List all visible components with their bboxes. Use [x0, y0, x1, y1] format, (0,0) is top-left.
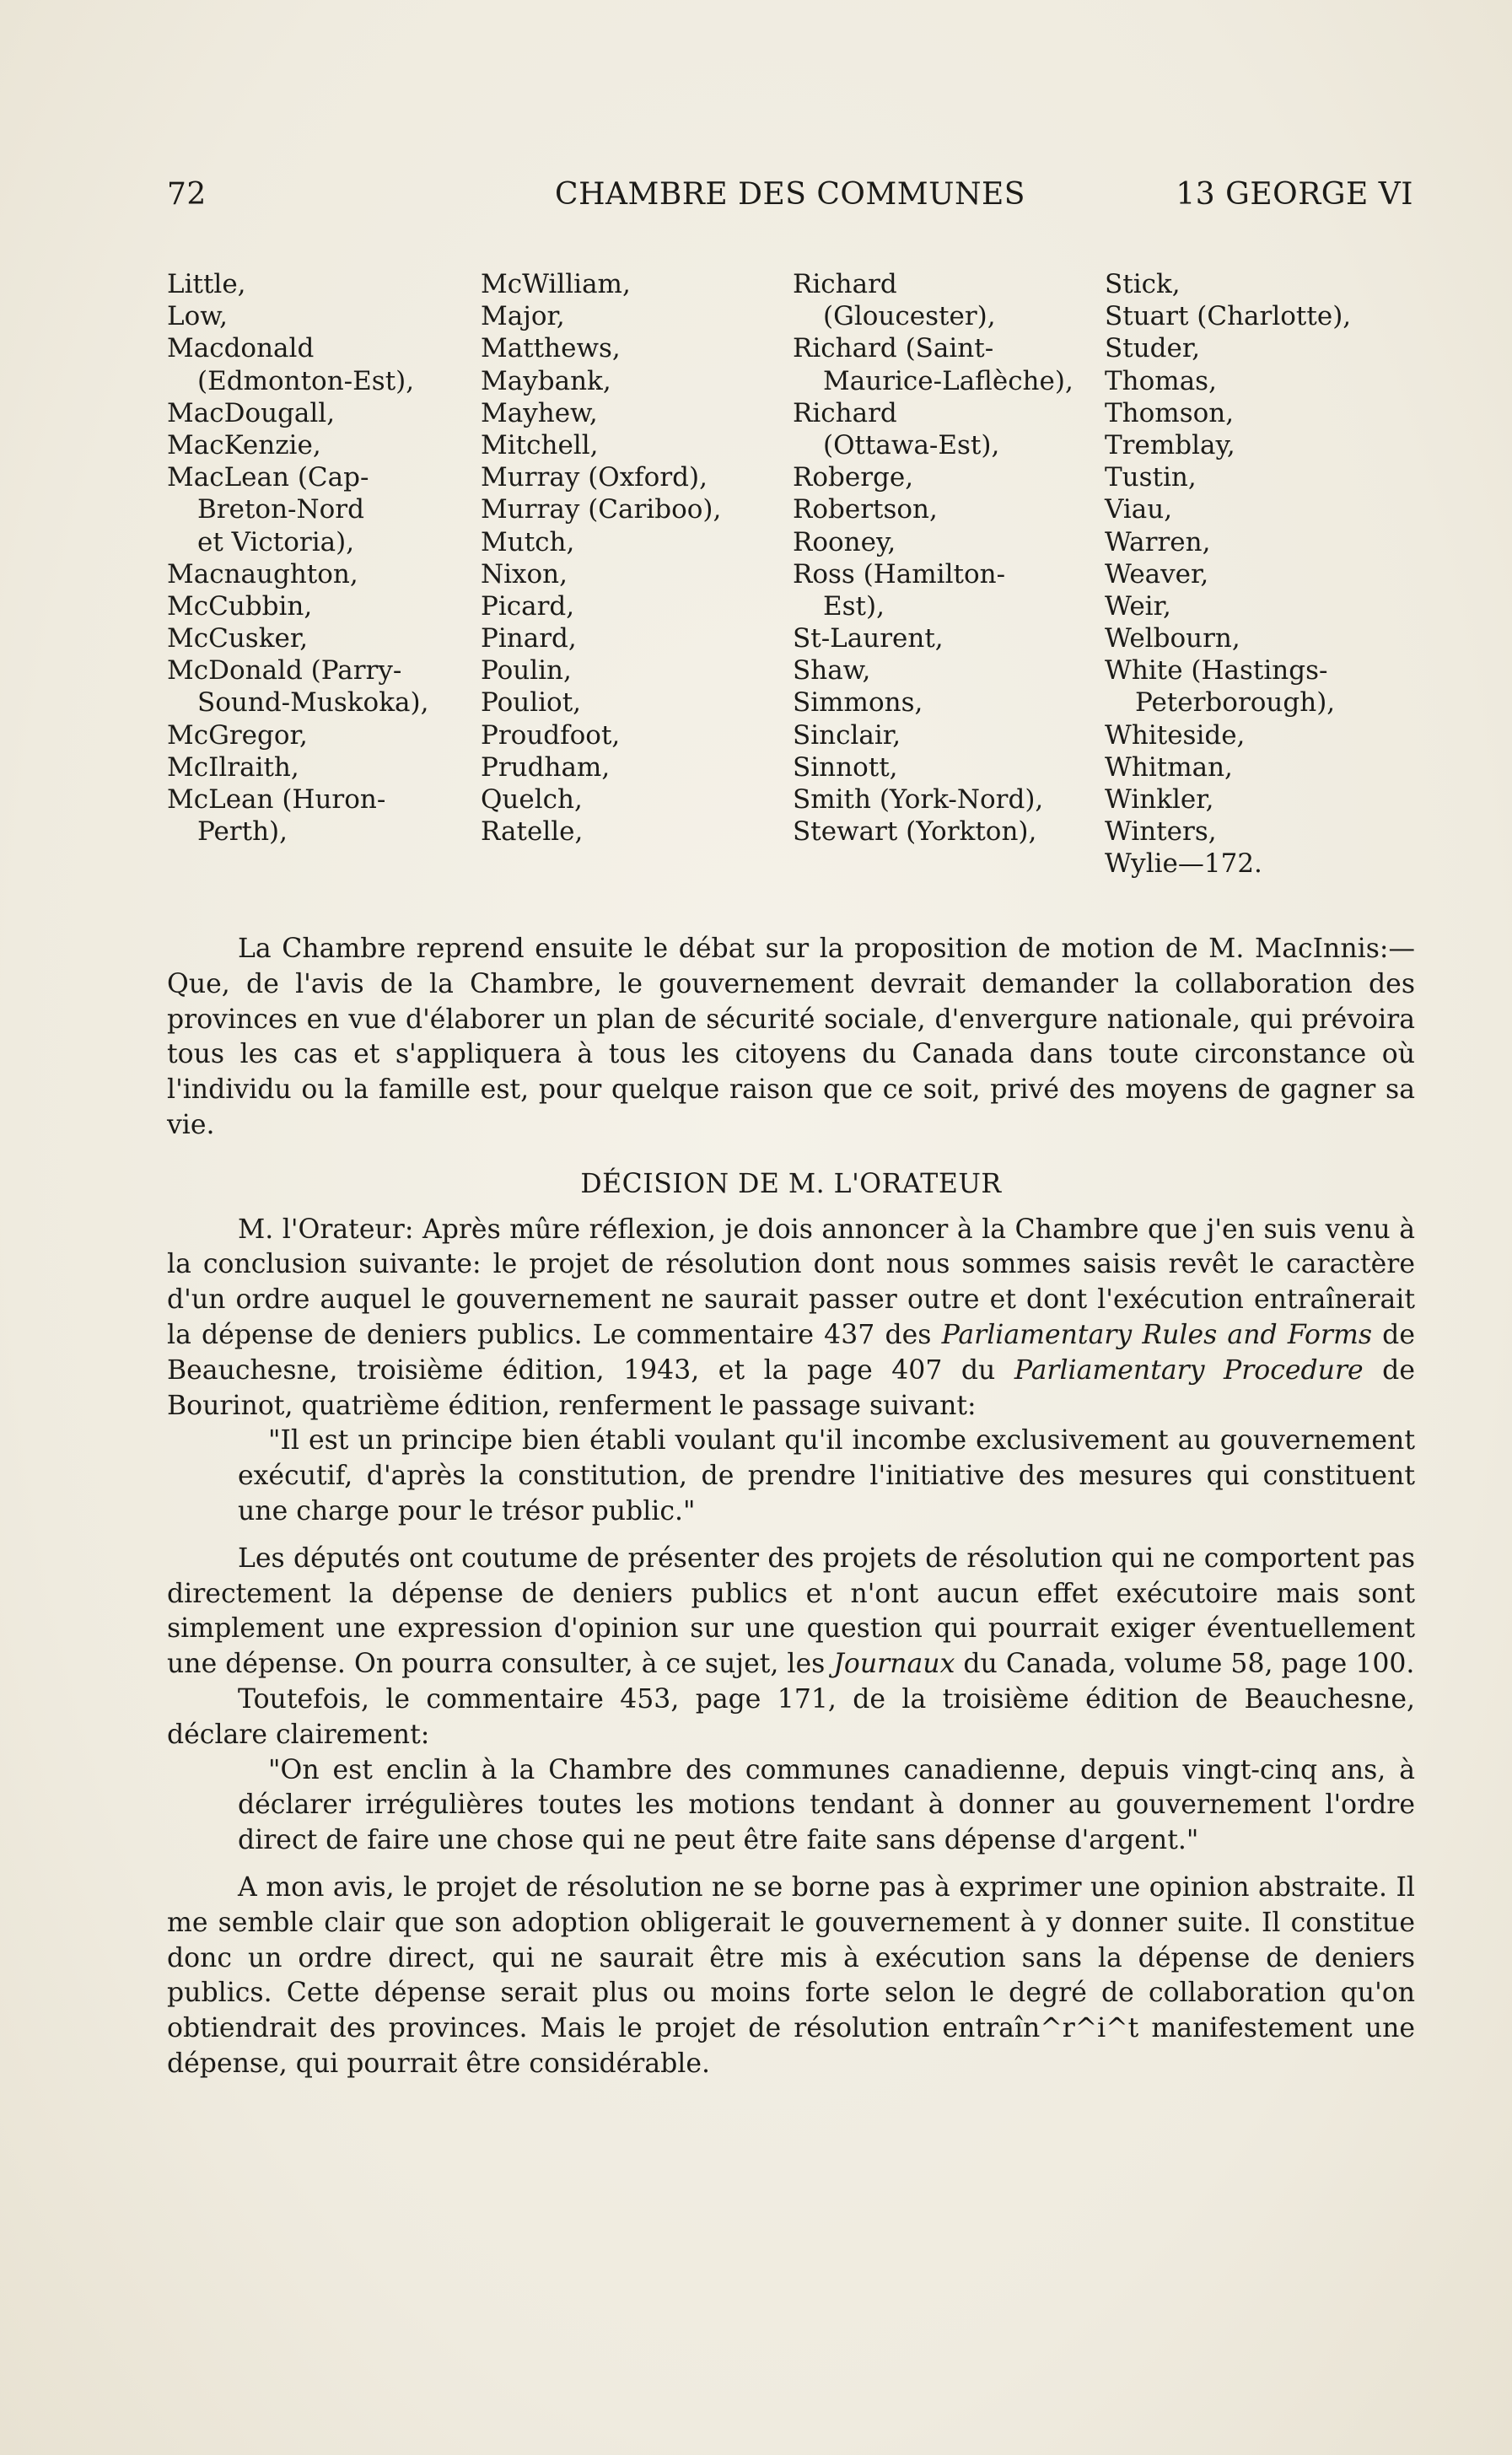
name-entry: MacLean (Cap- — [167, 462, 369, 493]
paragraph-conclusion: A mon avis, le projet de résolution ne se borne pas à exprimer une opinion abstraite. Il me semble clair que son adoption obligerait le gouvernement à y donner suite. Il constitue donc un ordre direct, qui ne saurait être mis à exécution sans la dépense de deniers publics. Cette dépense serait plus ou moins forte selon le degré de collaboration qu'on obtiendrait des provinces. Mais le projet de résolution entraîn^r^i^t manifestement une dépense, qui pourrait être considérable. — [167, 1871, 1415, 2079]
page-title: CHAMBRE DES COMMUNES — [555, 177, 1025, 212]
name-entry: Stuart (Charlotte), — [1105, 301, 1352, 332]
names-column-4 — [1105, 268, 1351, 880]
name-entry: Macdonald — [167, 333, 315, 364]
name-entry: MacDougall, — [167, 397, 336, 428]
name-entry: St-Laurent, — [793, 623, 944, 654]
name-entry: McWilliam, — [481, 269, 631, 299]
name-entry: Prudham, — [481, 751, 611, 783]
name-entry: Quelch, — [481, 784, 583, 815]
name-entry: Sinnott, — [793, 751, 898, 783]
paragraph-ruling-text-a: M. l'Orateur: Après mûre réflexion, je dois annoncer à la Chambre que j'en suis venu à la conclusion suivante: le projet de résolution dont nous sommes saisis revêt le caractère d'un ordre auquel le gouvernement ne saurait passer outre et dont l'exécution entraînerait la dépense de deniers publics. Le commentaire 437 des — [167, 1214, 1415, 1350]
name-entry: Maybank, — [481, 365, 611, 396]
name-entry-total: Wylie—172. — [1105, 848, 1262, 880]
names-column-3 — [793, 268, 1073, 848]
name-entry: Tustin, — [1105, 462, 1197, 493]
section-heading: DÉCISION DE M. L'ORATEUR — [580, 1168, 1002, 1199]
name-entry: Thomas, — [1105, 365, 1217, 396]
page-header — [167, 177, 1413, 218]
name-entry: Rooney, — [793, 526, 896, 557]
name-entry: McCusker, — [167, 623, 309, 654]
name-entry: Roberge, — [793, 462, 914, 493]
name-entry: Weaver, — [1105, 558, 1209, 590]
citation-title-journaux: Journaux — [833, 1649, 955, 1680]
paragraph-however: Toutefois, le commentaire 453, page 171, de la troisième édition de Beauchesne, déclare clairement: — [167, 1683, 1415, 1750]
name-entry: Simmons, — [793, 687, 923, 719]
name-entry: Richard — [793, 269, 897, 299]
citation-title-rules-forms: Parliamentary Rules and Forms — [941, 1319, 1373, 1350]
blockquote-2 — [238, 1753, 1415, 1859]
page-number: 72 — [167, 177, 207, 212]
name-entry: Sound-Muskoka), — [197, 687, 429, 719]
names-column-1 — [167, 268, 428, 848]
name-entry: Major, — [481, 301, 565, 332]
paragraph-motion: La Chambre reprend ensuite le débat sur la proposition de motion de M. MacInnis:—Que, de l'avis de la Chambre, le gouvernement devrait demander la collaboration des provinces en vue d'élaborer un plan de sécurité sociale, d'envergure nationale, qui prévoira tous les cas et s'appliquera à tous les citoyens du Canada dans toute circonstance où l'individu ou la famille est, pour quelque raison que ce soit, privé des moyens de gagner sa vie. — [167, 934, 1415, 1140]
name-entry: Breton-Nord — [197, 494, 364, 525]
name-entry: Matthews, — [481, 333, 621, 364]
name-entry: Winters, — [1105, 816, 1217, 848]
name-entry: Welbourn, — [1105, 623, 1240, 654]
name-entry: (Gloucester), — [823, 301, 996, 332]
paragraph-ruling-text-b: de Beauchesne, troisième édition, 1943, et la page 407 du — [167, 1319, 1415, 1386]
name-entry: Picard, — [481, 590, 575, 622]
name-entry: Warren, — [1105, 526, 1211, 557]
paragraph-custom-text-b: du Canada, volume 58, page 100. — [955, 1649, 1415, 1680]
quote-text: "Il est un principe bien établi voulant qu'il incombe exclusivement au gouvernement exécutif, d'après la constitution, de prendre l'initiative des mesures qui constituent une charge pour le trésor public." — [238, 1425, 1415, 1526]
name-entry: Mitchell, — [481, 429, 599, 460]
name-entry: Winkler, — [1105, 784, 1214, 815]
paragraph-custom-text-a: Les députés ont coutume de présenter des projets de résolution qui ne comportent pas directement la dépense de deniers publics et n'ont aucun effet exécutoire mais sont simplement une expression d'opinion sur une question qui pourrait exiger éventuellement une dépense. On pourra consulter, à ce sujet, les — [167, 1542, 1415, 1680]
name-entry: Whiteside, — [1105, 719, 1246, 751]
name-entry: Richard — [793, 397, 897, 428]
name-entry: (Ottawa-Est), — [823, 429, 1000, 460]
name-entry: McDonald (Parry- — [167, 655, 402, 686]
name-entry: McGregor, — [167, 719, 308, 751]
name-entry: Est), — [823, 590, 885, 622]
name-entry: White (Hastings- — [1105, 655, 1328, 686]
name-entry: Mayhew, — [481, 397, 598, 428]
paragraph-ruling — [167, 1213, 1415, 1424]
name-entry: McCubbin, — [167, 590, 313, 622]
name-entry: McIlraith, — [167, 751, 299, 783]
name-entry: Stick, — [1105, 269, 1181, 299]
name-entry: Low, — [167, 301, 228, 332]
name-entry: Peterborough), — [1135, 687, 1336, 719]
document-body — [167, 932, 1415, 2082]
name-entry: Pouliot, — [481, 687, 582, 719]
running-head-reign: 13 GEORGE VI — [1176, 177, 1413, 212]
paragraph-custom — [167, 1542, 1415, 1682]
blockquote-1 — [238, 1424, 1415, 1529]
name-entry: Richard (Saint- — [793, 333, 994, 364]
name-entry: Smith (York-Nord), — [793, 784, 1044, 815]
name-entry: Murray (Cariboo), — [481, 494, 722, 525]
name-entry: Maurice-Laflèche), — [823, 365, 1073, 396]
name-entry: Macnaughton, — [167, 558, 358, 590]
name-entry: Thomson, — [1105, 397, 1235, 428]
name-entry: Poulin, — [481, 655, 572, 686]
name-entry: Studer, — [1105, 333, 1201, 364]
paragraph-ruling-text-c: de Bourinot, quatrième édition, renferment le passage suivant: — [167, 1354, 1415, 1421]
name-entry: Little, — [167, 269, 246, 299]
name-entry: Proudfoot, — [481, 719, 621, 751]
name-entry: Murray (Oxford), — [481, 462, 708, 493]
name-entry: Ratelle, — [481, 816, 584, 848]
name-entry: Tremblay, — [1105, 429, 1235, 460]
name-entry: MacKenzie, — [167, 429, 321, 460]
name-entry: Ross (Hamilton- — [793, 558, 1006, 590]
name-entry: Shaw, — [793, 655, 871, 686]
name-entry: Perth), — [197, 816, 288, 848]
name-entry: et Victoria), — [197, 526, 355, 557]
name-entry: Pinard, — [481, 623, 577, 654]
name-entry: Nixon, — [481, 558, 568, 590]
name-entry: Whitman, — [1105, 751, 1233, 783]
names-column-2 — [481, 268, 721, 848]
name-entry: Weir, — [1105, 590, 1171, 622]
name-entry: Robertson, — [793, 494, 938, 525]
name-entry: McLean (Huron- — [167, 784, 386, 815]
name-entry: Stewart (Yorkton), — [793, 816, 1037, 848]
citation-title-procedure: Parliamentary Procedure — [1014, 1354, 1364, 1386]
name-entry: Sinclair, — [793, 719, 901, 751]
name-entry: Viau, — [1105, 494, 1173, 525]
quote-text: "On est enclin à la Chambre des communes canadienne, depuis vingt-cinq ans, à déclarer irrégulières toutes les motions tendant à donner au gouvernement l'ordre direct de faire une chose qui ne peut être faite sans dépense d'argent." — [238, 1754, 1415, 1856]
name-entry: Mutch, — [481, 526, 575, 557]
name-entry: (Edmonton-Est), — [197, 365, 415, 396]
